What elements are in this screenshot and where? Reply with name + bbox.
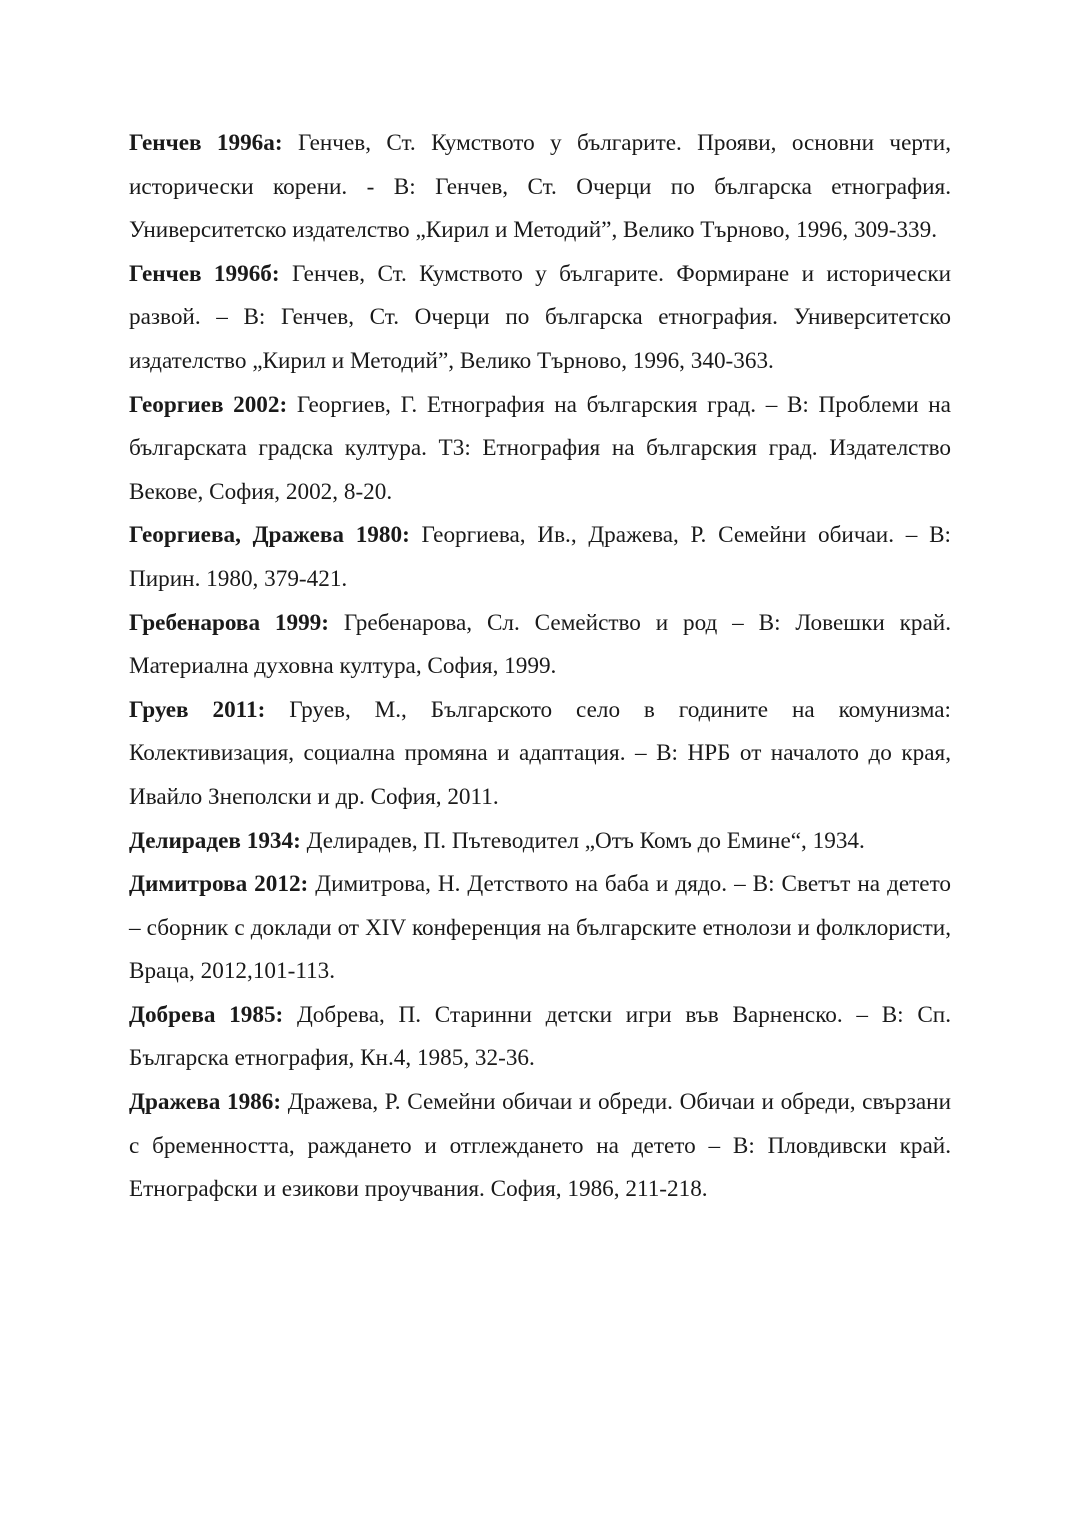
entry-key: Димитрова 2012:	[129, 871, 309, 898]
bibliography-entry	[129, 253, 951, 384]
entry-text: Делирадев, П. Пътеводител „Отъ Комъ до Емине“, 1934.	[300, 827, 865, 854]
bibliography-entry	[129, 863, 951, 994]
entry-text: Генчев, Ст. Кумството у българите. Формиране и исторически развой. – В: Генчев, Ст. Очерци по българска етнография. Университетско издателство „Кирил и Методий”, Велико Търново, 1996, 340-363.	[129, 260, 952, 374]
entry-key: Дражева 1986:	[129, 1089, 282, 1116]
entry-text: Генчев, Ст. Кумството у българите. Прояви, основни черти, исторически корени. - В: Генчев, Ст. Очерци по българска етнография. Университетско издателство „Кирил и Методий”, Велико Търново, 1996, 309-339.	[129, 130, 952, 244]
entry-key: Груев 2011:	[129, 696, 266, 723]
entry-text: Димитрова, Н. Детството на баба и дядо. – В: Светът на детето – сборник с доклади от XIV конференция на българските етнолози и фолклористи, Враца, 2012,101-113.	[129, 871, 951, 985]
entry-text: Георгиев, Г. Етнография на българския град. – В: Проблеми на българската градска култура. Т3: Етнография на българския град. Издателство Векове, София, 2002, 8-20.	[129, 391, 951, 505]
entry-key: Добрева 1985:	[129, 1001, 284, 1028]
entry-text: Добрева, П. Старинни детски игри във Варненско. – В: Сп. Българска етнография, Кн.4, 1985, 32-36.	[129, 1001, 951, 1072]
bibliography-entry	[129, 514, 951, 601]
entry-key: Гребенарова 1999:	[129, 609, 329, 636]
entry-key: Генчев 1996б:	[129, 260, 280, 287]
bibliography-entry	[129, 994, 951, 1081]
entry-key: Генчев 1996а:	[129, 130, 283, 156]
bibliography-entry	[129, 689, 951, 820]
entry-text: Гребенарова, Сл. Семейство и род – В: Ловешки край. Материална духовна култура, София, 1999.	[129, 609, 951, 680]
entry-key: Делирадев 1934:	[129, 827, 301, 854]
bibliography-entry	[129, 820, 951, 864]
bibliography-entry	[129, 384, 951, 515]
entry-text: Дражева, Р. Семейни обичаи и обреди. Обичаи и обреди, свързани с бременността, раждането и отглеждането на детето – В: Пловдивски край. Етнографски и езикови проучвания. София, 1986, 211-218.	[129, 1089, 951, 1203]
bibliography-entry	[129, 1081, 951, 1212]
entry-text: Георгиева, Ив., Дражева, Р. Семейни обичаи. – В: Пирин. 1980, 379-421.	[129, 522, 951, 592]
bibliography-entry	[129, 602, 951, 689]
bibliography-entry	[129, 122, 951, 253]
entry-key: Георгиев 2002:	[129, 391, 288, 418]
entry-text: Груев, М., Българското село в годините на комунизма: Колективизация, социална промяна и адаптация. – В: НРБ от началото до края, Ивайло Знеполски и др. София, 2011.	[129, 696, 951, 810]
bibliography-list	[129, 122, 951, 1212]
entry-key: Георгиева, Дражева 1980:	[129, 522, 410, 549]
